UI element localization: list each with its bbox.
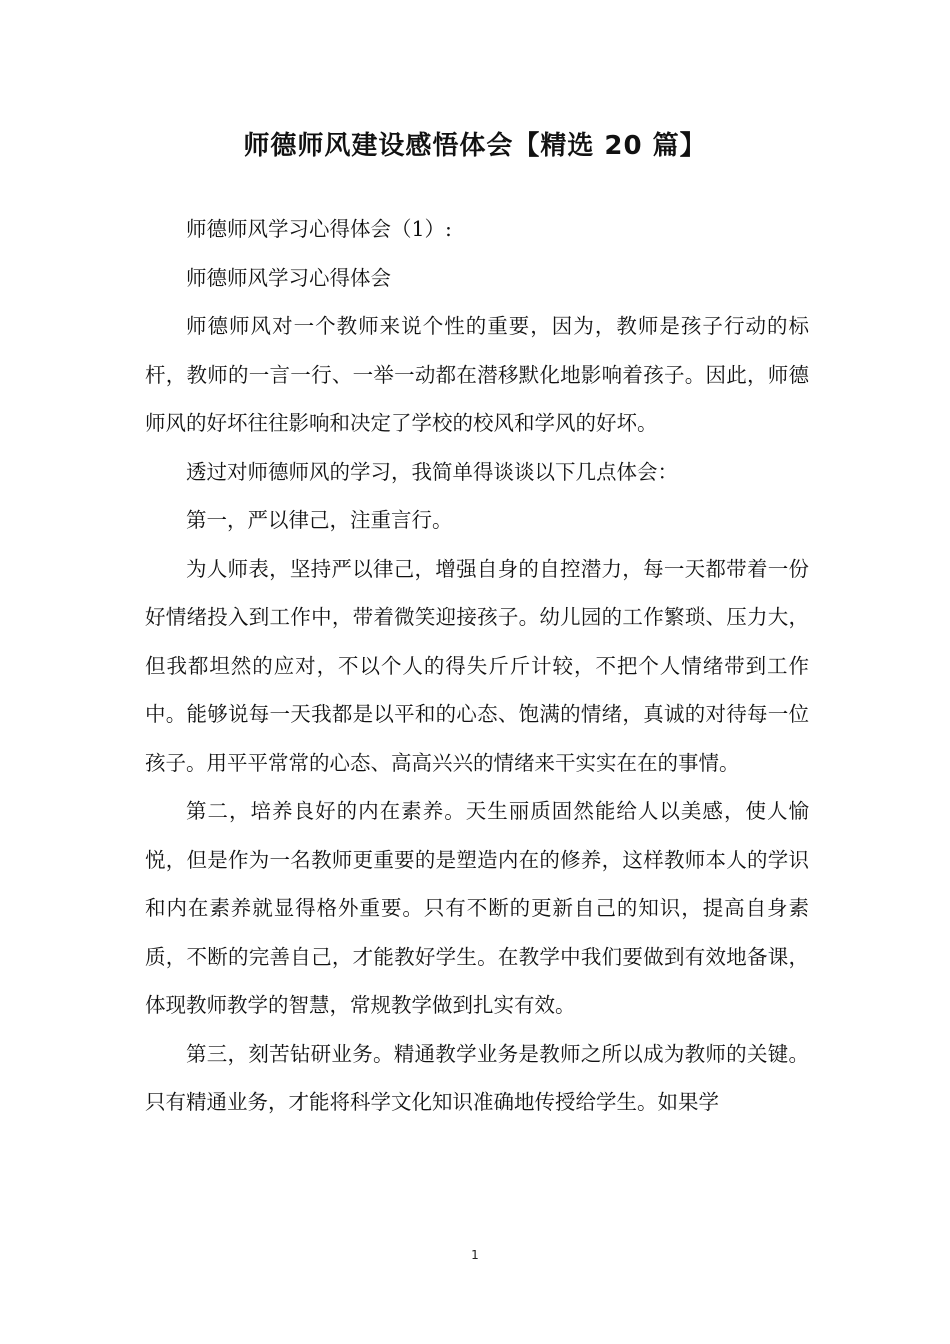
paragraph-intro: 师德师风对一个教师来说个性的重要，因为，教师是孩子行动的标杆，教师的一言一行、一举一动都在潜移默化地影响着孩子。因此，师德师风的好坏往往影响和决定了学校的校风和学风的好坏。 (145, 314, 809, 435)
paragraph-subheading: 师德师风学习心得体会 (186, 265, 391, 290)
paragraph-point-three: 第三，刻苦钻研业务。精通教学业务是教师之所以成为教师的关键。只有精通业务，才能将科学文化知识准确地传授给学生。如果学 (145, 1041, 809, 1114)
document-title: 师德师风建设感悟体会【精选 20 篇】 (243, 131, 707, 161)
paragraph-lead-in: 透过对师德师风的学习，我简单得谈谈以下几点体会： (186, 459, 678, 484)
paragraph-section-heading: 师德师风学习心得体会（1）: (186, 217, 452, 241)
paragraph-point-one-detail: 为人师表，坚持严以律己，增强自身的自控潜力，每一天都带着一份好情绪投入到工作中，带着微笑迎接孩子。幼儿园的工作繁琐、压力大，但我都坦然的应对，不以个人的得失斤斤计较，不把个人情绪带到工作中。能够说每一天我都是以平和的心态、饱满的情绪，真诚的对待每一位孩子。用平平常常的心态、高高兴兴的情绪来干实实在在的事情。 (145, 556, 809, 775)
paragraph-point-one: 第一，严以律己，注重言行。 (186, 508, 453, 532)
page-number: 1 (471, 1248, 479, 1262)
document-body (145, 205, 809, 1127)
paragraph-point-two: 第二，培养良好的内在素养。天生丽质固然能给人以美感，使人愉悦，但是作为一名教师更重要的是塑造内在的修养，这样教师本人的学识和内在素养就显得格外重要。只有不断的更新自己的知识，提高自身素质，不断的完善自己，才能教好学生。在教学中我们要做到有效地备课，体现教师教学的智慧，常规教学做到扎实有效。 (145, 799, 809, 1017)
